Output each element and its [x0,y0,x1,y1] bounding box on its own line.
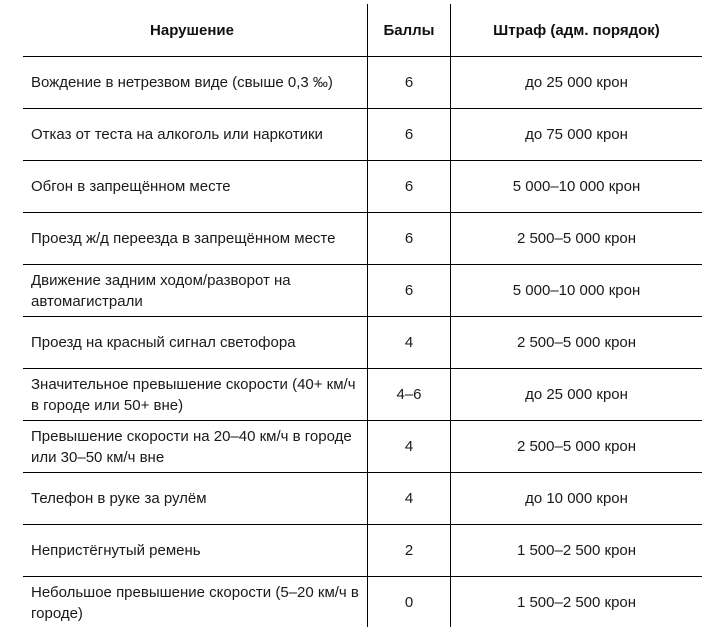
table-row [23,369,702,421]
violation-cell: Значительное превышение скорости (40+ км/ч в городе или 50+ вне) [31,375,356,414]
fine-cell: до 75 000 крон [525,126,628,143]
fine-cell: до 10 000 крон [525,490,628,507]
points-cell: 0 [404,594,414,611]
table-row [23,317,702,369]
table-row [23,161,702,213]
table-row [23,57,702,109]
table-row [23,525,702,577]
table-row [23,265,702,317]
violation-cell: Превышение скорости на 20–40 км/ч в городе или 30–50 км/ч вне [31,427,352,466]
fine-cell: до 25 000 крон [525,74,628,91]
violation-cell: Проезд ж/д переезда в запрещённом месте [31,230,336,247]
fine-cell: 2 500–5 000 крон [516,230,637,247]
fine-cell: 1 500–2 500 крон [516,542,637,559]
fine-cell: 1 500–2 500 крон [516,594,637,611]
fine-cell: до 25 000 крон [525,386,628,403]
points-cell: 2 [404,542,414,559]
fine-cell: 2 500–5 000 крон [516,438,637,455]
fine-cell: 5 000–10 000 крон [512,178,641,195]
points-cell: 4–6 [396,386,422,403]
fine-cell: 2 500–5 000 крон [516,334,637,351]
violation-cell: Движение задним ходом/разворот на автомагистрали [31,271,291,310]
table-row [23,109,702,161]
violation-cell: Непристёгнутый ремень [31,542,201,559]
points-cell: 4 [404,438,414,455]
points-cell: 4 [404,490,414,507]
table-header-row [23,4,702,57]
fine-cell: 5 000–10 000 крон [512,282,641,299]
violation-cell: Отказ от теста на алкоголь или наркотики [31,126,323,143]
violation-cell: Телефон в руке за рулём [31,490,207,507]
header-fine: Штраф (адм. порядок) [493,21,660,39]
violation-cell: Проезд на красный сигнал светофора [31,334,296,351]
points-cell: 6 [404,178,414,195]
violation-cell: Обгон в запрещённом месте [31,178,231,195]
table-row [23,421,702,473]
points-cell: 6 [404,230,414,247]
header-violation: Нарушение [150,21,234,39]
points-cell: 6 [404,282,414,299]
header-points: Баллы [383,21,435,39]
table-row [23,473,702,525]
points-cell: 4 [404,334,414,351]
table-row [23,577,702,628]
points-cell: 6 [404,126,414,143]
table-row [23,213,702,265]
violation-cell: Вождение в нетрезвом виде (свыше 0,3 ‰) [31,74,333,91]
violations-table [23,4,702,627]
points-cell: 6 [404,74,414,91]
violation-cell: Небольшое превышение скорости (5–20 км/ч в городе) [31,583,359,622]
